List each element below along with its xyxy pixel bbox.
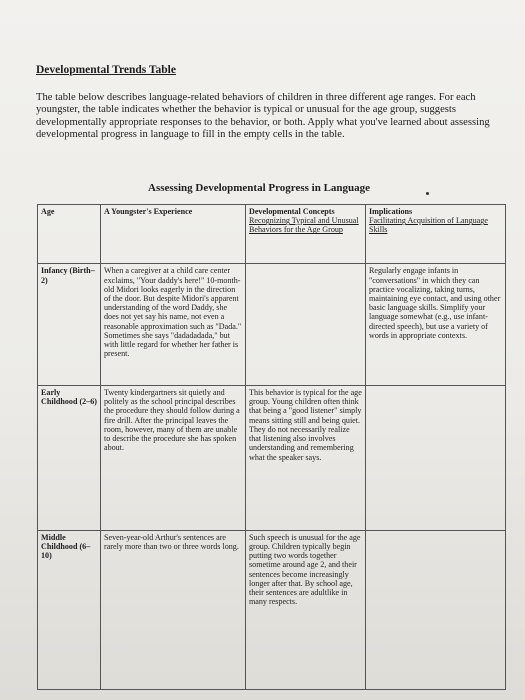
table-row [38, 386, 506, 531]
decorative-dot [426, 192, 429, 195]
concepts-cell: This behavior is typical for the age group. Young children often think that being a "good listener" simply means sitting still and being quiet. They do not necessarily realize that listening also involves understanding and remembering what the speaker says. [246, 386, 366, 531]
experience-cell: Twenty kindergartners sit quietly and politely as the school principal describes the procedure they should follow during a fire drill. After the principal leaves the room, however, many of them are unable to describe the procedure she has spoken about. [101, 386, 246, 531]
table-row [38, 264, 506, 386]
column-header-implications [366, 205, 506, 264]
implications-cell: Regularly engage infants in "conversations" in which they can practice vocalizing, taking turns, maintaining eye contact, and using other basic language skills. Simplify your language somewhat (e.g., use infant-directed speech), but use a variety of words in appropriate contexts. [366, 264, 506, 386]
table-caption: Assessing Developmental Progress in Language [148, 182, 371, 194]
intro-paragraph: The table below describes language-related behaviors of children in three different age ranges. For each youngster, the table indicates whether the behavior is typical or unusual for the age group, suggests developmentally appropriate responses to the behavior, or both. Apply what you've learned about assessing developmental progress in language to fill in the empty cells in the table. [36, 92, 490, 141]
concepts-cell-empty [246, 264, 366, 386]
experience-cell: When a caregiver at a child care center exclaims, "Your daddy's here!" 10-month-old Midori looks eagerly in the direction of the door. But despite Midori's apparent understanding of the word Daddy, she does not yet say his name, not even a reasonable approximation such as "Dada." Sometimes she says "dadadadada," but with little regard for whether her father is present. [101, 264, 246, 386]
concepts-subtitle: Recognizing Typical and Unusual Behaviors for the Age Group [249, 216, 359, 235]
implications-cell-empty [366, 386, 506, 531]
concepts-cell: Such speech is unusual for the age group. Children typically begin putting two words together sometime around age 2, and their sentences become increasingly longer after that. By school age, their sentences are adultlike in many respects. [246, 530, 366, 689]
experience-cell: Seven-year-old Arthur's sentences are rarely more than two or three words long. [101, 530, 246, 689]
age-cell: Infancy (Birth–2) [38, 264, 101, 386]
age-cell: Early Childhood (2–6) [38, 386, 101, 531]
implications-title: Implications [369, 207, 413, 216]
implications-cell-empty [366, 530, 506, 689]
column-header-concepts [246, 205, 366, 264]
table-row [38, 530, 506, 689]
column-header-experience: A Youngster's Experience [101, 205, 246, 264]
column-header-age: Age [38, 205, 101, 264]
developmental-trends-table [37, 204, 506, 690]
concepts-title: Developmental Concepts [249, 207, 335, 216]
age-cell: Middle Childhood (6–10) [38, 530, 101, 689]
page-heading: Developmental Trends Table [36, 64, 176, 76]
implications-subtitle: Facilitating Acquisition of Language Skills [369, 216, 488, 235]
